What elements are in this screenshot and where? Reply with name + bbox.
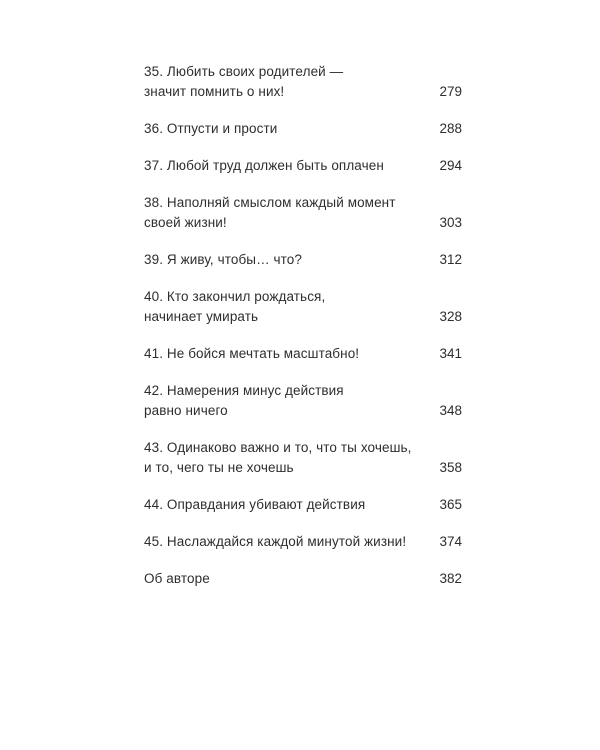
toc-entry-page: 312 (439, 252, 462, 267)
toc-entry-page: 374 (439, 534, 462, 549)
toc-entry-title: 45. Наслаждайся каждой минутой жизни! (144, 534, 407, 549)
toc-entry-page: 358 (439, 460, 462, 475)
toc-entry-title: 37. Любой труд должен быть оплачен (144, 158, 384, 173)
toc-entry (144, 344, 462, 364)
toc-entry (144, 119, 462, 139)
toc-entry-title: 41. Не бойся мечтать масштабно! (144, 346, 360, 361)
toc-entry (144, 193, 462, 233)
toc-entry (144, 569, 462, 589)
toc-entry (144, 495, 462, 515)
toc-entry-page: 341 (439, 346, 462, 361)
toc-entry-title: 44. Оправдания убивают действия (144, 497, 366, 512)
toc-entry (144, 381, 462, 421)
toc-entry-page: 279 (439, 84, 462, 99)
toc-entry-title: 42. Намерения минус действия равно ничего (144, 383, 344, 418)
toc-entry-title: 39. Я живу, чтобы… что? (144, 252, 303, 267)
toc-entry-page: 303 (439, 215, 462, 230)
toc-entry-title: 35. Любить своих родителей — значит помнить о них! (144, 64, 344, 99)
toc-entry-title: 38. Наполняй смыслом каждый момент своей жизни! (144, 195, 396, 230)
toc-entry-page: 328 (439, 309, 462, 324)
toc-entry (144, 250, 462, 270)
toc-entry-title: Об авторе (144, 571, 210, 586)
toc-entry-title: 43. Одинаково важно и то, что ты хочешь, и то, чего ты не хочешь (144, 440, 412, 475)
toc-entry-title: 40. Кто закончил рождаться, начинает умирать (144, 289, 326, 324)
toc-entry-page: 288 (439, 121, 462, 136)
toc-entry-page: 294 (439, 158, 462, 173)
toc-entry (144, 438, 462, 478)
toc-entry-page: 348 (439, 403, 462, 418)
toc-entry-page: 365 (439, 497, 462, 512)
table-of-contents (144, 62, 462, 606)
toc-entry (144, 532, 462, 552)
toc-entry (144, 287, 462, 327)
toc-entry-title: 36. Отпусти и прости (144, 121, 278, 136)
toc-entry-page: 382 (439, 571, 462, 586)
toc-entry (144, 156, 462, 176)
toc-entry (144, 62, 462, 102)
